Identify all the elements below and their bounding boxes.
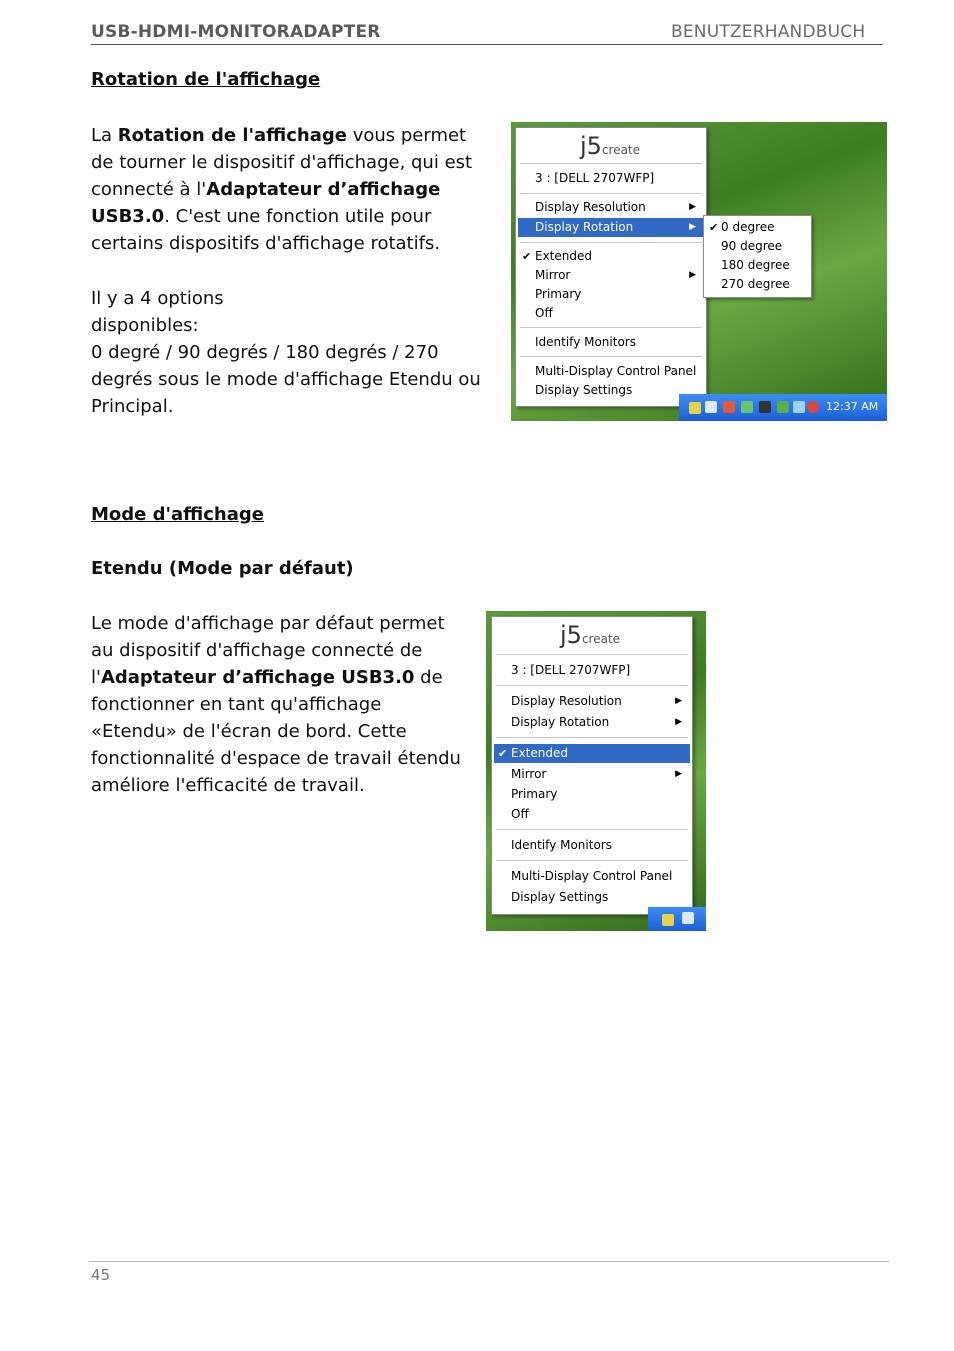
check-icon: ✔	[709, 221, 719, 234]
menu-item-display-settings[interactable]: Display Settings	[535, 383, 633, 397]
tray-app-icon[interactable]	[723, 401, 735, 413]
options-line: Il y a 4 options	[91, 288, 224, 309]
header-divider	[91, 44, 883, 45]
menu-item-display-resolution[interactable]: Display Resolution ▶	[494, 692, 690, 711]
header-title: USB-HDMI-MONITORADAPTER	[91, 22, 381, 42]
menu-item-device[interactable]: 3 : [DELL 2707WFP]	[511, 663, 631, 677]
menu-separator	[496, 654, 688, 655]
check-icon: ✔	[498, 747, 508, 760]
section-display-mode-title: Mode d'affichage	[91, 504, 264, 525]
menu-item-identify-monitors[interactable]: Identify Monitors	[535, 335, 636, 349]
tray-app-icon[interactable]	[689, 402, 701, 414]
menu-item-display-rotation[interactable]: Display Rotation ▶	[494, 713, 690, 732]
chevron-right-icon: ▶	[689, 202, 696, 212]
chevron-right-icon: ▶	[689, 270, 696, 280]
menu-separator	[520, 356, 702, 357]
menu-separator	[520, 163, 702, 164]
tray-app-icon[interactable]	[662, 914, 674, 926]
context-menu	[515, 127, 707, 407]
text-run: . C'est une fonction utile pour certains dispositifs d'affichage rotatifs.	[91, 206, 441, 254]
menu-separator	[520, 242, 702, 243]
taskbar-clock[interactable]: 12:37 AM	[826, 400, 879, 413]
submenu-item-0-degree[interactable]: ✔ 0 degree	[705, 218, 809, 237]
submenu-item-180-degree[interactable]: 180 degree	[721, 258, 790, 272]
security-shield-icon[interactable]	[807, 401, 819, 413]
extended-paragraph	[91, 610, 466, 799]
menu-item-display-settings[interactable]: Display Settings	[511, 890, 609, 904]
menu-item-mirror[interactable]: Mirror ▶	[518, 266, 704, 285]
chevron-right-icon: ▶	[675, 696, 682, 706]
speaker-icon[interactable]	[759, 401, 771, 413]
rotation-submenu	[703, 215, 812, 298]
bold-run: Adaptateur d’affichage USB3.0	[91, 179, 441, 227]
j5create-logo: j5create	[560, 621, 621, 649]
menu-separator	[496, 829, 688, 830]
system-tray	[679, 394, 887, 421]
options-line: 0 degré / 90 degrés / 180 degrés / 270 degrés sous le mode d'affichage Etendu ou Principal.	[91, 342, 481, 417]
section-rotation-title: Rotation de l'affichage	[91, 69, 321, 90]
text-run: de fonctionner en tant qu'affichage «Etendu» de l'écran de bord. Cette fonctionnalité d'espace de travail étendu améliore l'efficacité de travail.	[91, 667, 461, 796]
text-run: Le mode d'affichage par défaut permet au dispositif d'affichage connecté de l'	[91, 613, 445, 688]
chevron-right-icon: ▶	[675, 769, 682, 779]
footer-divider	[89, 1261, 889, 1262]
extended-menu-screenshot	[486, 611, 706, 931]
menu-separator	[496, 737, 688, 738]
page-number: 45	[91, 1266, 111, 1284]
tray-app-icon[interactable]	[741, 401, 753, 413]
menu-item-primary[interactable]: Primary	[535, 287, 582, 301]
menu-item-mirror[interactable]: Mirror ▶	[494, 765, 690, 784]
network-icon[interactable]	[777, 401, 789, 413]
menu-item-display-rotation[interactable]: Display Rotation ▶	[518, 218, 704, 237]
menu-item-device[interactable]: 3 : [DELL 2707WFP]	[535, 171, 655, 185]
menu-item-display-resolution[interactable]: Display Resolution ▶	[518, 198, 704, 217]
menu-separator	[520, 193, 702, 194]
monitor-icon[interactable]	[705, 401, 717, 413]
extended-mode-subtitle: Etendu (Mode par défaut)	[91, 558, 354, 579]
menu-item-off[interactable]: Off	[511, 807, 529, 821]
menu-item-extended[interactable]: ✔ Extended	[494, 744, 690, 763]
j5create-logo: j5create	[580, 132, 641, 160]
menu-separator	[496, 860, 688, 861]
chevron-right-icon: ▶	[675, 717, 682, 727]
chevron-right-icon: ▶	[689, 222, 696, 232]
text-run: vous permet de tourner le dispositif d'affichage, qui est connecté à l'	[91, 125, 473, 200]
menu-item-primary[interactable]: Primary	[511, 787, 558, 801]
menu-separator	[496, 685, 688, 686]
bold-run: Adaptateur d’affichage USB3.0	[100, 667, 415, 688]
rotation-options-paragraph	[91, 285, 486, 420]
rotation-menu-screenshot	[511, 122, 887, 421]
menu-item-control-panel[interactable]: Multi-Display Control Panel	[535, 364, 697, 378]
check-icon: ✔	[522, 250, 532, 263]
header-manual-label: BENUTZERHANDBUCH	[671, 22, 866, 42]
submenu-item-270-degree[interactable]: 270 degree	[721, 277, 790, 291]
menu-item-identify-monitors[interactable]: Identify Monitors	[511, 838, 612, 852]
menu-separator	[520, 327, 702, 328]
context-menu	[491, 616, 693, 915]
bold-run: Rotation de l'affichage	[117, 125, 347, 146]
menu-item-control-panel[interactable]: Multi-Display Control Panel	[511, 869, 673, 883]
system-tray	[648, 907, 706, 931]
options-line: disponibles:	[91, 315, 199, 336]
rotation-paragraph	[91, 122, 486, 257]
tray-app-icon[interactable]	[793, 401, 805, 413]
menu-item-extended[interactable]: ✔ Extended	[518, 247, 704, 266]
submenu-item-90-degree[interactable]: 90 degree	[721, 239, 783, 253]
menu-item-off[interactable]: Off	[535, 306, 553, 320]
text-run: La	[91, 125, 118, 146]
monitor-icon[interactable]	[682, 912, 694, 924]
